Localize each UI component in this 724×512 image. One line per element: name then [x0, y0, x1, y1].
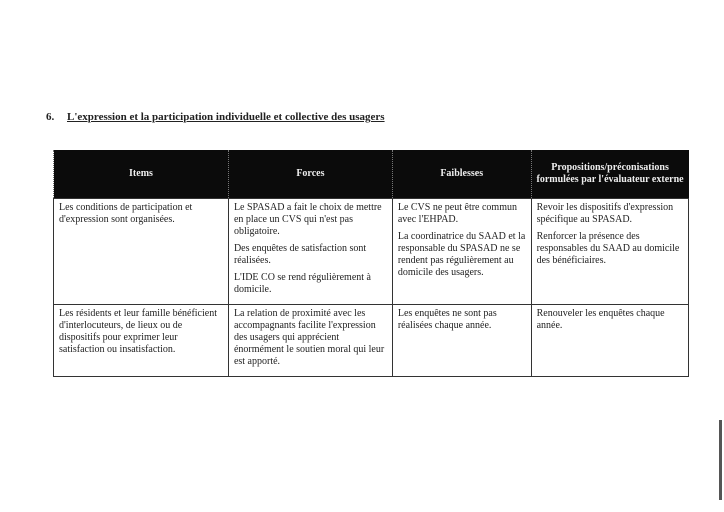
section-number: 6. — [46, 111, 55, 123]
cell-text: Renouveler les enquêtes chaque année. — [536, 308, 665, 331]
cell-propositions — [531, 199, 688, 305]
cell-forces — [228, 305, 392, 377]
cell-text: Renforcer la présence des responsables du SAAD au domicile des bénéficiaires. — [536, 231, 680, 266]
cell-text: L'IDE CO se rend régulièrement à domicile. — [233, 272, 371, 295]
cell-propositions — [531, 305, 688, 377]
cell-faiblesses — [392, 199, 531, 305]
cell-faiblesses — [392, 305, 531, 377]
evaluation-table — [53, 150, 689, 377]
header-forces: Forces — [228, 150, 392, 199]
cell-text: Le SPASAD a fait le choix de mettre en place un CVS qui n'est pas obligatoire. — [233, 202, 382, 237]
header-faiblesses: Faiblesses — [392, 150, 531, 199]
cell-text: La relation de proximité avec les accompagnants facilite l'expression des usagers qui apprécient énormément le soutien moral qui leur est apporté. — [233, 308, 385, 367]
header-items: Items — [54, 150, 229, 199]
table-row — [54, 305, 689, 377]
table-header-row — [54, 150, 689, 199]
cell-items — [54, 305, 229, 377]
scan-edge-mark — [719, 420, 722, 500]
cell-text: Revoir les dispositifs d'expression spécifique au SPASAD. — [536, 202, 674, 225]
section-title-text: L'expression et la participation individuelle et collective des usagers — [67, 111, 385, 123]
cell-text: Des enquêtes de satisfaction sont réalisées. — [233, 243, 367, 266]
cell-text: Le CVS ne peut être commun avec l'EHPAD. — [397, 202, 517, 225]
section-title — [46, 111, 385, 123]
cell-text: Les résidents et leur famille bénéficient d'interlocuteurs, de lieux ou de dispositifs pour exprimer leur satisfaction ou insatisfaction. — [59, 308, 217, 355]
cell-forces — [228, 199, 392, 305]
table-row — [54, 199, 689, 305]
cell-text: Les conditions de participation et d'expression sont organisées. — [59, 202, 193, 225]
cell-text: Les enquêtes ne sont pas réalisées chaque année. — [397, 308, 497, 331]
cell-text: La coordinatrice du SAAD et la responsable du SPASAD ne se rendent pas régulièrement au domicile des usagers. — [397, 231, 526, 278]
header-propositions: Propositions/préconisations formulées par l'évaluateur externe — [531, 150, 688, 199]
cell-items — [54, 199, 229, 305]
